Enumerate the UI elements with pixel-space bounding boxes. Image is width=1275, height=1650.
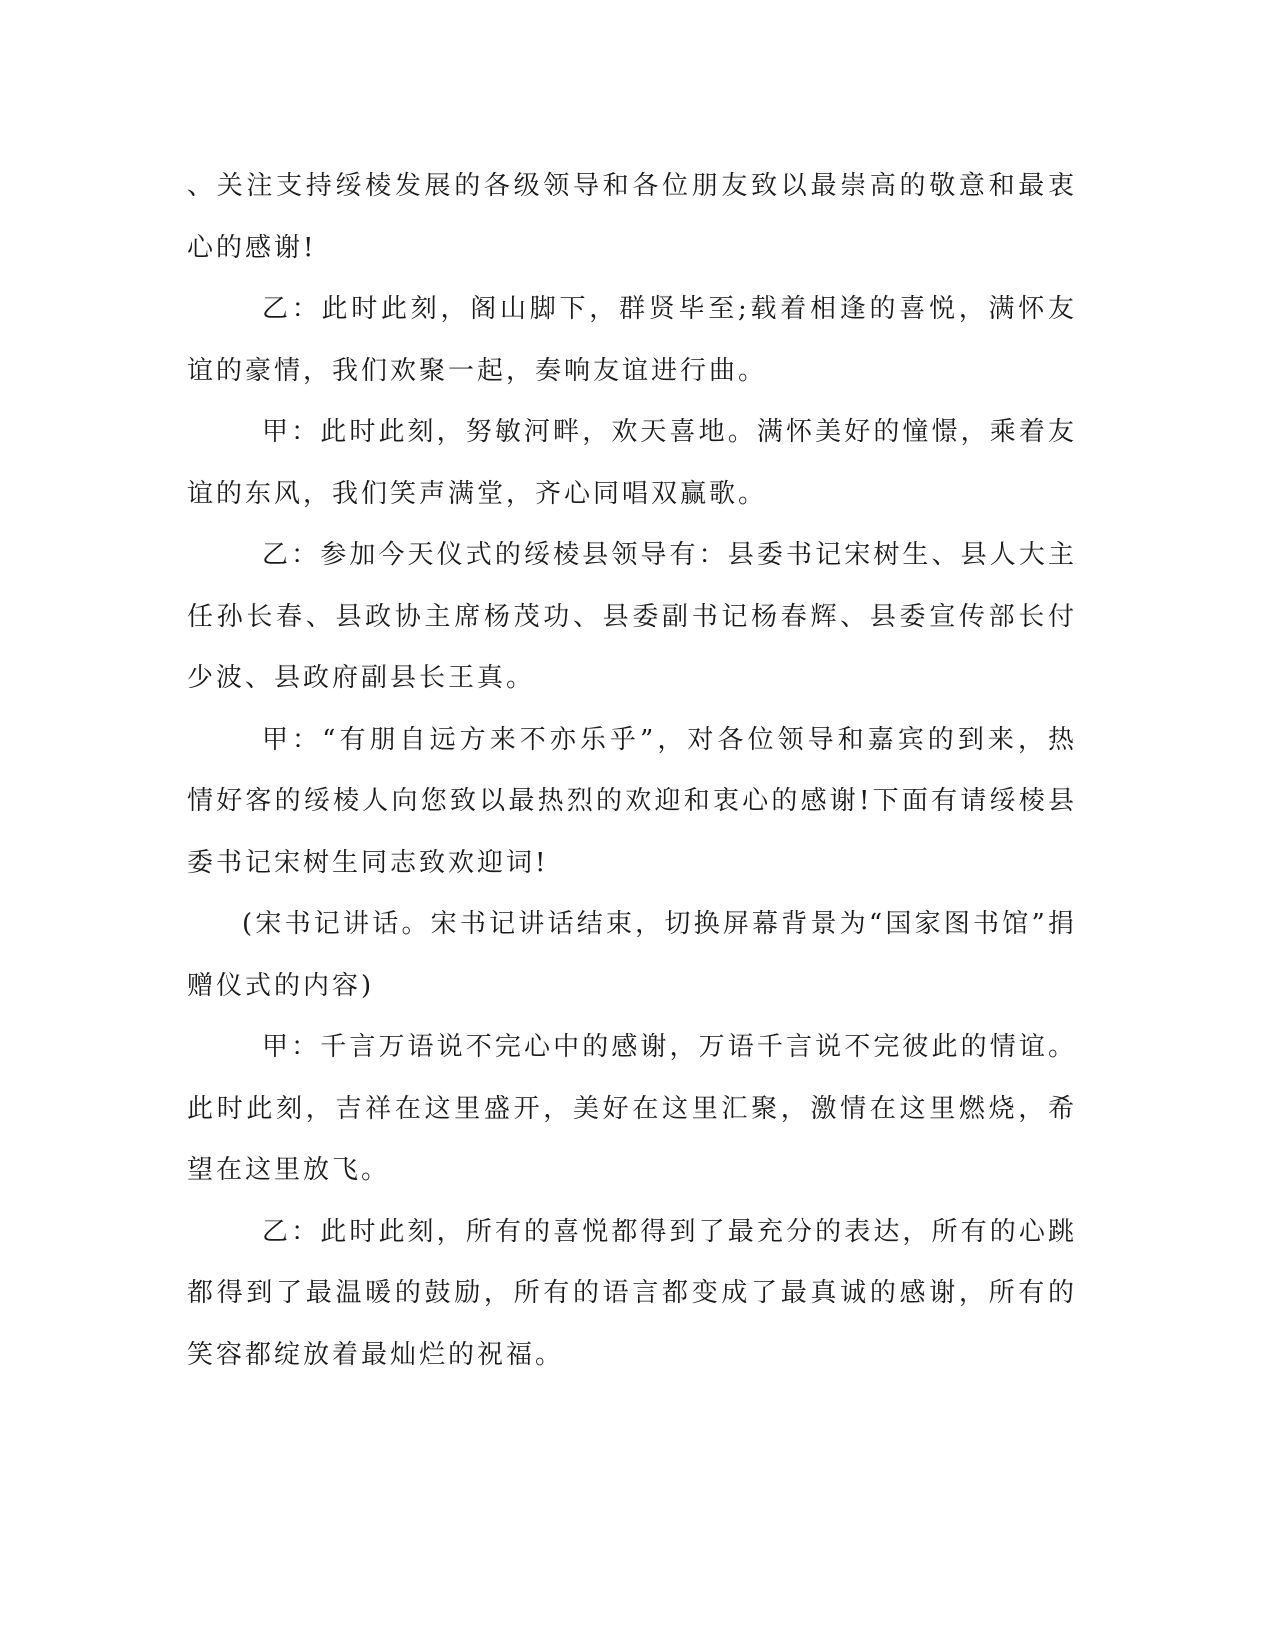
paragraph-jia-1: 甲：此时此刻，努敏河畔，欢天喜地。满怀美好的憧憬，乘着友谊的东风，我们笑声满堂，齐心同唱双赢歌。 bbox=[187, 417, 1077, 509]
paragraph-jia-3: 甲：千言万语说不完心中的感谢，万语千言说不完彼此的情谊。此时此刻，吉祥在这里盛开，美好在这里汇聚，激情在这里燃烧，希望在这里放飞。 bbox=[187, 1032, 1077, 1185]
paragraph-yi-2: 乙：参加今天仪式的绥棱县领导有：县委书记宋树生、县人大主任孙长春、县政协主席杨茂功、县委副书记杨春辉、县委宣传部长付少波、县政府副县长王真。 bbox=[187, 540, 1077, 693]
paragraph-jia-2: 甲：“有朋自远方来不亦乐乎”，对各位领导和嘉宾的到来，热情好客的绥棱人向您致以最热烈的欢迎和衷心的感谢!下面有请绥棱县委书记宋树生同志致欢迎词! bbox=[187, 724, 1077, 878]
document-body bbox=[187, 156, 1077, 1386]
paragraph-yi-1: 乙：此时此刻，阁山脚下，群贤毕至;载着相逢的喜悦，满怀友谊的豪情，我们欢聚一起，奏响友谊进行曲。 bbox=[187, 294, 1077, 386]
paragraph-stage-direction: (宋书记讲话。宋书记讲话结束，切换屏幕背景为“国家图书馆”捐赠仪式的内容) bbox=[187, 909, 1077, 1001]
paragraph-continuation: 、关注支持绥棱发展的各级领导和各位朋友致以最崇高的敬意和最衷心的感谢! bbox=[187, 171, 1077, 263]
paragraph-yi-3: 乙：此时此刻，所有的喜悦都得到了最充分的表达，所有的心跳都得到了最温暖的鼓励，所有的语言都变成了最真诚的感谢，所有的笑容都绽放着最灿烂的祝福。 bbox=[187, 1216, 1077, 1370]
